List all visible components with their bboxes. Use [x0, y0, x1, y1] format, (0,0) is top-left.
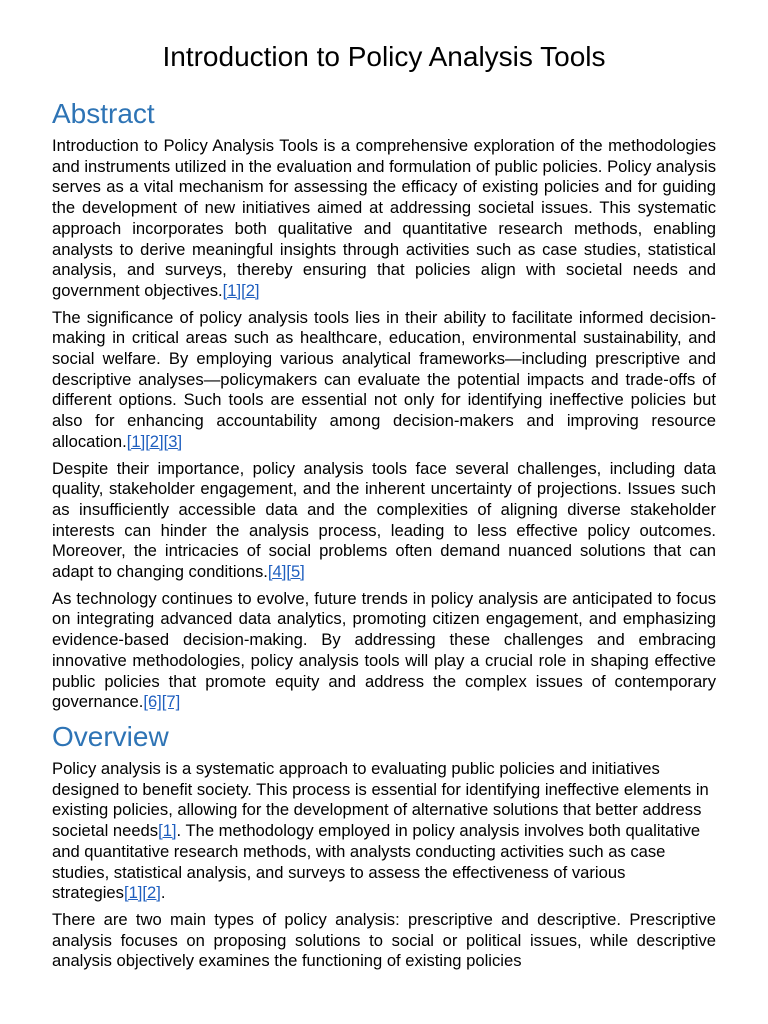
abstract-paragraph-1 — [52, 136, 716, 302]
abstract-paragraph-3 — [52, 459, 716, 583]
abstract-heading: Abstract — [52, 98, 155, 129]
overview-paragraph-2 — [52, 910, 716, 972]
paragraph-text: There are two main types of policy analysis: prescriptive and descriptive. Prescriptive analysis focuses on proposing solutions to social or political issues, while descriptive analysis objectively examines the functioning of existing policies — [52, 909, 716, 971]
citation-link[interactable]: [3] — [163, 431, 183, 451]
citation-link[interactable]: [1] — [222, 280, 242, 300]
citation-link[interactable]: [5] — [286, 562, 305, 582]
paragraph-text: Introduction to Policy Analysis Tools is a comprehensive exploration of the methodologies and instruments utilized in the evaluation and formulation of public policies. Policy analysis serves as a vital mechanism for assessing the efficacy of existing policies and for guiding the development of new initiatives aimed at addressing societal issues. This systematic approach incorporates both qualitative and quantitative research methods, enabling analysts to derive meaningful insights through activities such as case studies, statistical analysis, and surveys, thereby ensuring that policies align with societal needs and government objectives. — [52, 136, 716, 300]
overview-paragraph-1 — [52, 759, 716, 904]
paragraph-text: Policy analysis is a systematic approach to evaluating public policies and initiatives designed to benefit society. This process is essential for identifying ineffective elements in existing policies, allowing for the development of alternative solutions that better address societal needs — [52, 758, 709, 841]
document-title: Introduction to Policy Analysis Tools — [162, 41, 606, 72]
overview-heading: Overview — [52, 720, 169, 752]
paragraph-text: . — [160, 883, 166, 903]
abstract-paragraph-2 — [52, 308, 716, 453]
paragraph-text: As technology continues to evolve, future trends in policy analysis are anticipated to focus on integrating advanced data analytics, promoting citizen engagement, and emphasizing evidence-based decision-making. By addressing these challenges and embracing innovative methodologies, policy analysis tools will play a crucial role in shaping effective public policies that promote equity and address the complex issues of contemporary governance. — [52, 588, 716, 712]
citation-link[interactable]: [2] — [145, 431, 164, 451]
paragraph-text: The significance of policy analysis tools lies in their ability to facilitate informed decision-making in critical areas such as healthcare, education, environmental sustainability, and social welfare. By employing various analytical frameworks—including prescriptive and descriptive analyses—policymakers can evaluate the potential impacts and trade-offs of different options. Such tools are essential not only for identifying ineffective policies but also for enhancing accountability among decision-makers and improving resource allocation. — [52, 307, 716, 451]
citation-link[interactable]: [2] — [142, 883, 161, 903]
citation-link[interactable]: [4] — [267, 562, 287, 582]
citation-link[interactable]: [6] — [143, 692, 162, 712]
citation-link[interactable]: [2] — [241, 280, 260, 300]
citation-link[interactable]: [7] — [161, 692, 181, 712]
paragraph-text: Despite their importance, policy analysis tools face several challenges, including data quality, stakeholder engagement, and the inherent uncertainty of projections. Issues such as insufficiently accessible data and the complexities of aligning diverse stakeholder interests can hinder the analysis process, leading to less effective policy outcomes. Moreover, the intricacies of social problems often demand nuanced solutions that can adapt to changing conditions. — [52, 458, 716, 582]
paragraph-text: . The methodology employed in policy analysis involves both qualitative and quantitative research methods, with analysts conducting activities such as case studies, statistical analysis, and surveys to assess the effectiveness of various strategies — [52, 821, 701, 903]
citation-link[interactable]: [1] — [158, 821, 177, 841]
citation-link[interactable]: [1] — [126, 431, 146, 451]
abstract-paragraph-4 — [52, 589, 716, 713]
citation-link[interactable]: [1] — [123, 883, 143, 903]
